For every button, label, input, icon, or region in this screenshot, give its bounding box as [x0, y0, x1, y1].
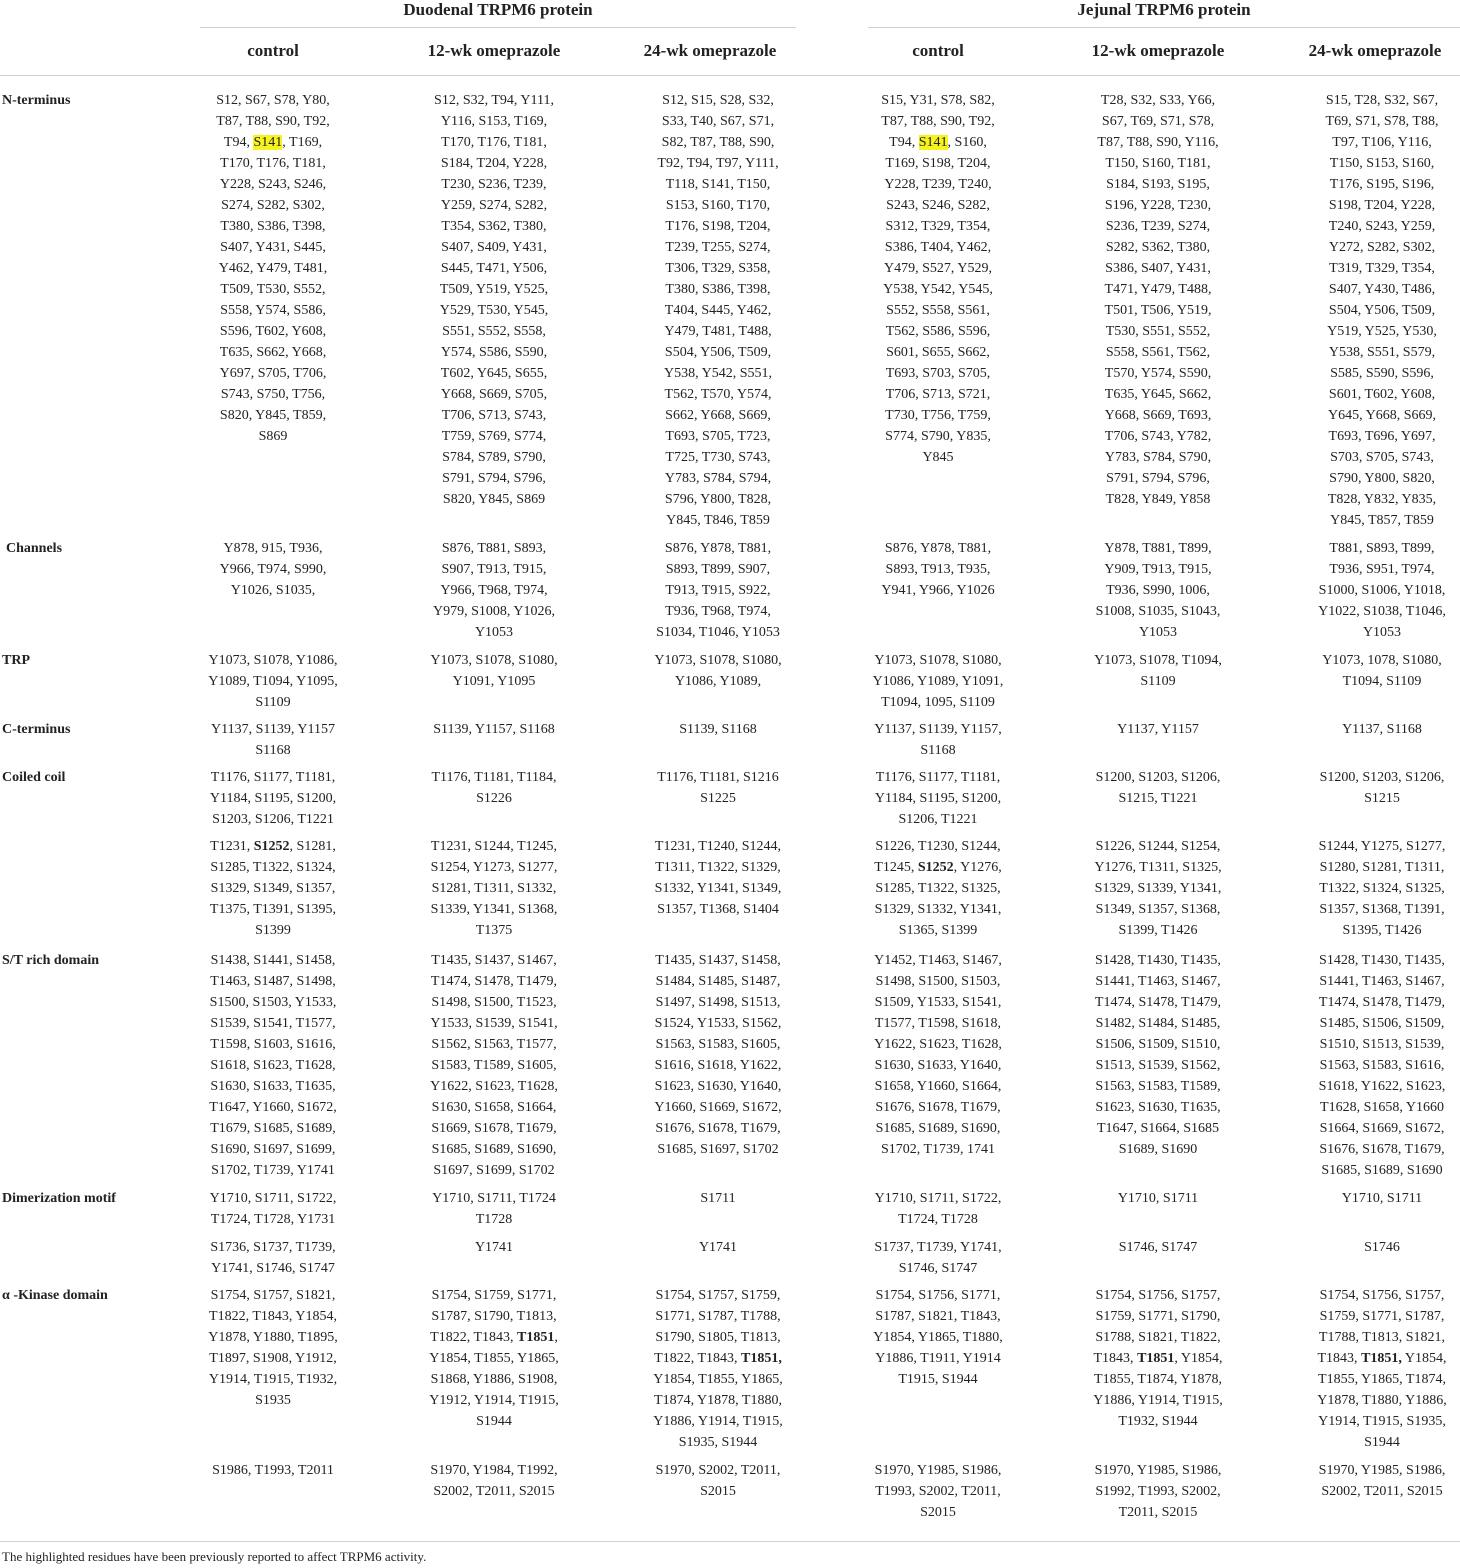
- residue-cell: S1438, S1441, S1458, T1463, S1487, S1498, S1500, S1503, Y1533, S1539, S1541, T1577, T1598, S1603, S1616, S1618, S1623, T1628, S1630, S1633, T1635, T1647, Y1660, S1672, T1679, S1685, S1689, S1690, S1697, S1699, S1702, T1739, Y1741: [209, 953, 337, 1178]
- group-header-duodenal: Duodenal TRPM6 protein: [403, 0, 593, 19]
- residue-cell: S1754, S1757, S1759, S1771, S1787, T1788, S1790, S1805, T1813, T1822, T1843, T1851, Y1854, T1855, Y1865, T1874, Y1878, T1880, Y1886, Y1914, T1915, S1935, S1944: [653, 1288, 783, 1450]
- residue-cell: S1754, S1757, S1821, T1822, T1843, Y1854, Y1878, Y1880, T1895, T1897, S1908, Y1912, Y1914, T1915, T1932, S1935: [208, 1288, 338, 1408]
- residue-cell: Y1073, S1078, S1080, Y1091, Y1095: [430, 653, 558, 689]
- residue-cell: S1226, S1244, S1254, Y1276, T1311, S1325, S1329, S1339, Y1341, S1349, S1357, S1368, S1399, T1426: [1094, 839, 1222, 938]
- residue-cell: Y1073, S1078, S1080, Y1086, Y1089,: [654, 653, 782, 689]
- residue-cell: T1176, T1181, T1184, S1226: [431, 770, 557, 806]
- residue-cell: Y1710, S1711, T1724 T1728: [432, 1191, 556, 1227]
- residue-cell: S1746, S1747: [1118, 1240, 1198, 1255]
- residue-cell: Y1710, S1711: [1117, 1191, 1199, 1206]
- residue-cell: Y1073, S1078, S1080, Y1086, Y1089, Y1091, T1094, 1095, S1109: [872, 653, 1004, 710]
- residue-cell: Y1741: [698, 1240, 738, 1255]
- residue-cell: S876, T881, S893, S907, T913, T915, Y966, T968, T974, Y979, S1008, Y1026, Y1053: [433, 541, 555, 640]
- header-bottom-rule: [0, 75, 1460, 76]
- residue-cell: S876, Y878, T881, S893, T899, S907, T913, T915, S922, T936, T968, T974, S1034, T1046, Y1053: [656, 541, 780, 640]
- row-label: Dimerization motif: [2, 1191, 116, 1206]
- residue-cell: S12, S15, S28, S32, S33, T40, S67, S71, S82, T87, T88, S90, T92, T94, T97, Y111, T118, S141, T150, S153, S160, T170, T176, S198, T204, T239, T255, S274, T306, T329, S358, T380, S386, T398, T404, S445, Y462, Y479, T481, T488, S504, Y506, T509, Y538, Y542, S551, T562, T570, Y574, S662, Y668, S669, T693, S705, T723, T725, T730, S743, Y783, S784, S794, S796, Y800, T828, Y845, T846, T859: [657, 93, 779, 528]
- residue-cell: S1711: [700, 1191, 736, 1206]
- row-label: Coiled coil: [2, 770, 66, 785]
- row-label: TRP: [2, 653, 30, 668]
- residue-cell: Y1710, S1711: [1341, 1191, 1423, 1206]
- row-label: N-terminus: [2, 93, 71, 108]
- row-label: α -Kinase domain: [2, 1288, 108, 1303]
- residue-cell: S1754, S1756, S1771, S1787, S1821, T1843, Y1854, Y1865, T1880, Y1886, T1911, Y1914 T1915, S1944: [873, 1288, 1003, 1387]
- residue-cell: S876, Y878, T881, S893, T913, T935, Y941, Y966, Y1026: [881, 541, 995, 598]
- residue-cell: T1435, S1437, S1467, T1474, S1478, T1479, S1498, S1500, T1523, Y1533, S1539, S1541, S1562, S1563, T1577, S1583, T1589, S1605, Y1622, S1623, T1628, S1630, S1658, S1664, S1669, S1678, T1679, S1685, S1689, S1690, S1697, S1699, S1702: [430, 953, 558, 1178]
- residue-cell: T1231, T1240, S1244, T1311, T1322, S1329, S1332, Y1341, S1349, S1357, T1368, S1404: [654, 839, 782, 917]
- residue-cell: Y878, 915, T936, Y966, T974, S990, Y1026, S1035,: [219, 541, 327, 598]
- residue-cell: Y1710, S1711, S1722, T1724, T1728: [874, 1191, 1002, 1227]
- residue-cell: Y878, T881, T899, Y909, T913, T915, T936, S990, 1006, S1008, S1035, S1043, Y1053: [1095, 541, 1221, 640]
- residue-cell: Y1073, 1078, S1080, T1094, S1109: [1322, 653, 1442, 689]
- residue-cell: Y1137, S1168: [1342, 722, 1422, 737]
- residue-cell: S12, S32, T94, Y111, Y116, S153, T169, T170, T176, T181, S184, T204, Y228, T230, S236, T239, Y259, S274, S282, T354, S362, T380, S407, S409, Y431, S445, T471, Y506, T509, Y519, Y525, Y529, T530, Y545, S551, S552, S558, Y574, S586, S590, T602, Y645, S655, Y668, S669, S705, T706, S713, S743, T759, S769, S774, S784, S789, S790, S791, S794, S796, S820, Y845, S869: [434, 93, 554, 507]
- residue-cell: S1970, Y1985, S1986, S1992, T1993, S2002, T2011, S2015: [1094, 1463, 1222, 1520]
- residue-cell: S1200, S1203, S1206, S1215: [1319, 770, 1445, 806]
- col-header-duodenal-24wk: 24-wk omeprazole: [643, 41, 777, 60]
- residue-cell: Y1137, S1139, Y1157, S1168: [874, 722, 1002, 758]
- col-header-duodenal-12wk: 12-wk omeprazole: [427, 41, 561, 60]
- residue-cell: T1176, S1177, T1181, Y1184, S1195, S1200, S1206, T1221: [874, 770, 1002, 827]
- residue-cell: S1754, S1756, S1757, S1759, S1771, S1790, S1788, S1821, T1822, T1843, T1851, Y1854, T1855, T1874, Y1878, Y1886, Y1914, T1915, T1932, S1944: [1093, 1288, 1223, 1429]
- residue-cell: T881, S893, T899, T936, S951, T974, S1000, S1006, Y1018, Y1022, S1038, T1046, Y1053: [1318, 541, 1446, 640]
- residue-cell: S1746: [1364, 1240, 1400, 1255]
- col-header-jejunal-24wk: 24-wk omeprazole: [1308, 41, 1442, 60]
- residue-cell: Y1073, S1078, T1094, S1109: [1094, 653, 1222, 689]
- residue-cell: S1754, S1759, S1771, S1787, S1790, T1813, T1822, T1843, T1851, Y1854, T1855, Y1865, S1868, Y1886, S1908, Y1912, Y1914, T1915, S1944: [429, 1288, 559, 1429]
- residue-cell: T1435, S1437, S1458, S1484, S1485, S1487, S1497, S1498, S1513, S1524, Y1533, S1562, S1563, S1583, S1605, S1616, S1618, Y1622, S1623, S1630, Y1640, Y1660, S1669, S1672, S1676, S1678, T1679, S1685, S1697, S1702: [654, 953, 782, 1157]
- residue-cell: S1970, Y1985, S1986, T1993, S2002, T2011, S2015: [874, 1463, 1002, 1520]
- residue-cell: S1428, T1430, T1435, S1441, T1463, S1467, T1474, S1478, T1479, S1482, S1484, S1485, S1506, S1509, S1510, S1513, S1539, S1562, S1563, S1583, T1589, S1623, S1630, T1635, T1647, S1664, S1685 S1689, S1690: [1094, 953, 1222, 1157]
- col-header-duodenal-control: control: [247, 41, 299, 60]
- residue-cell: S1226, T1230, S1244, T1245, S1252, Y1276, S1285, T1322, S1325, S1329, S1332, Y1341, S1365, S1399: [874, 839, 1002, 938]
- col-header-jejunal-control: control: [912, 41, 964, 60]
- residue-cell: Y1741: [474, 1240, 514, 1255]
- residue-cell: Y1137, Y1157: [1117, 722, 1199, 737]
- residue-cell: S1736, S1737, T1739, Y1741, S1746, S1747: [210, 1240, 336, 1276]
- row-label: S/T rich domain: [2, 953, 99, 968]
- residue-cell: S1986, T1993, T2011: [212, 1463, 334, 1478]
- residue-cell: Y1137, S1139, Y1157 S1168: [211, 722, 335, 758]
- residue-cell: S1200, S1203, S1206, S1215, T1221: [1095, 770, 1221, 806]
- residue-cell: Y1073, S1078, Y1086, Y1089, T1094, Y1095, S1109: [208, 653, 338, 710]
- residue-cell: T1231, S1244, T1245, S1254, Y1273, S1277, S1281, T1311, S1332, S1339, Y1341, S1368, T1375: [430, 839, 558, 938]
- residue-cell: S15, Y31, S78, S82, T87, T88, S90, T92, T94, S141, S160, T169, S198, T204, Y228, T239, T240, S243, S246, S282, S312, T329, T354, S386, T404, Y462, Y479, S527, Y529, Y538, Y542, Y545, S552, S558, S561, T562, S586, S596, S601, S655, S662, T693, S703, S705, T706, S713, S721, T730, T756, T759, S774, S790, Y835, Y845: [881, 93, 995, 465]
- residue-cell: S1139, Y1157, S1168: [433, 722, 555, 737]
- residue-cell: S15, T28, S32, S67, T69, S71, S78, T88, T97, T106, Y116, T150, S153, S160, T176, S195, S196, S198, T204, Y228, T240, S243, Y259, Y272, S282, S302, T319, T329, T354, S407, Y430, T486, S504, Y506, T509, Y519, Y525, Y530, Y538, S551, S579, S585, S590, S596, S601, T602, Y608, Y645, Y668, S669, T693, T696, Y697, S703, S705, S743, S790, Y800, S820, T828, Y832, Y835, Y845, T857, T859: [1325, 93, 1439, 528]
- residue-cell: Y1452, T1463, S1467, S1498, S1500, S1503, S1509, Y1533, S1541, T1577, T1598, S1618, Y1622, S1623, T1628, S1630, S1633, Y1640, S1658, Y1660, S1664, S1676, S1678, T1679, S1685, S1689, S1690, S1702, T1739, 1741: [874, 953, 1002, 1157]
- residue-cell: S1737, T1739, Y1741, S1746, S1747: [874, 1240, 1002, 1276]
- col-header-jejunal-12wk: 12-wk omeprazole: [1091, 41, 1225, 60]
- group-header-jejunal: Jejunal TRPM6 protein: [1077, 0, 1251, 19]
- row-label: C-terminus: [2, 722, 71, 737]
- residue-cell: S1754, S1756, S1757, S1759, S1771, S1787, T1788, T1813, S1821, T1843, T1851, Y1854, T1855, Y1865, T1874, Y1878, T1880, Y1886, Y1914, T1915, S1935, S1944: [1317, 1288, 1447, 1450]
- residue-cell: S1139, S1168: [679, 722, 757, 737]
- residue-cell: T1231, S1252, S1281, S1285, T1322, S1324, S1329, S1349, S1357, T1375, T1391, S1395, S1399: [209, 839, 337, 938]
- residue-cell: S1970, Y1984, T1992, S2002, T2011, S2015: [430, 1463, 558, 1499]
- residue-cell: T1176, T1181, S1216 S1225: [657, 770, 779, 806]
- residue-cell: T1176, S1177, T1181, Y1184, S1195, S1200, S1203, S1206, T1221: [209, 770, 337, 827]
- table-bottom-rule: [0, 1541, 1460, 1542]
- residue-cell: Y1710, S1711, S1722, T1724, T1728, Y1731: [209, 1191, 337, 1227]
- residue-cell: S1428, T1430, T1435, S1441, T1463, S1467, T1474, S1478, T1479, S1485, S1506, S1509, S1510, S1513, S1539, S1563, S1583, S1616, S1618, Y1622, S1623, T1628, S1658, Y1660 S1664, S1669, S1672, S1676, S1678, T1679, S1685, S1689, S1690: [1318, 953, 1446, 1178]
- table-footnote: The highlighted residues have been previously reported to affect TRPM6 activity.: [2, 1549, 427, 1564]
- residue-cell: S12, S67, S78, Y80, T87, T88, S90, T92, T94, S141, T169, T170, T176, T181, Y228, S243, S246, S274, S282, S302, T380, S386, T398, S407, Y431, S445, Y462, Y479, T481, T509, T530, S552, S558, Y574, S586, S596, T602, Y608, T635, S662, Y668, Y697, S705, T706, S743, S750, T756, S820, Y845, T859, S869: [216, 93, 330, 444]
- residue-cell: T28, S32, S33, Y66, S67, T69, S71, S78, T87, T88, S90, Y116, T150, S160, T181, S184, S193, S195, S196, Y228, T230, S236, T239, S274, S282, S362, T380, S386, S407, Y431, T471, Y479, T488, T501, T506, Y519, T530, S551, S552, S558, S561, T562, T570, Y574, S590, T635, Y645, S662, Y668, S669, T693, T706, S743, Y782, Y783, S784, S790, S791, S794, S796, T828, Y849, Y858: [1097, 93, 1219, 507]
- group-rule-duodenal: [200, 27, 796, 28]
- residue-cell: S1244, Y1275, S1277, S1280, S1281, T1311, T1322, S1324, S1325, S1357, S1368, T1391, S1395, T1426: [1318, 839, 1446, 938]
- residue-cell: S1970, S2002, T2011, S2015: [655, 1463, 781, 1499]
- residue-cell: S1970, Y1985, S1986, S2002, T2011, S2015: [1318, 1463, 1446, 1499]
- row-label: Channels: [6, 541, 63, 556]
- group-rule-jejunal: [868, 27, 1460, 28]
